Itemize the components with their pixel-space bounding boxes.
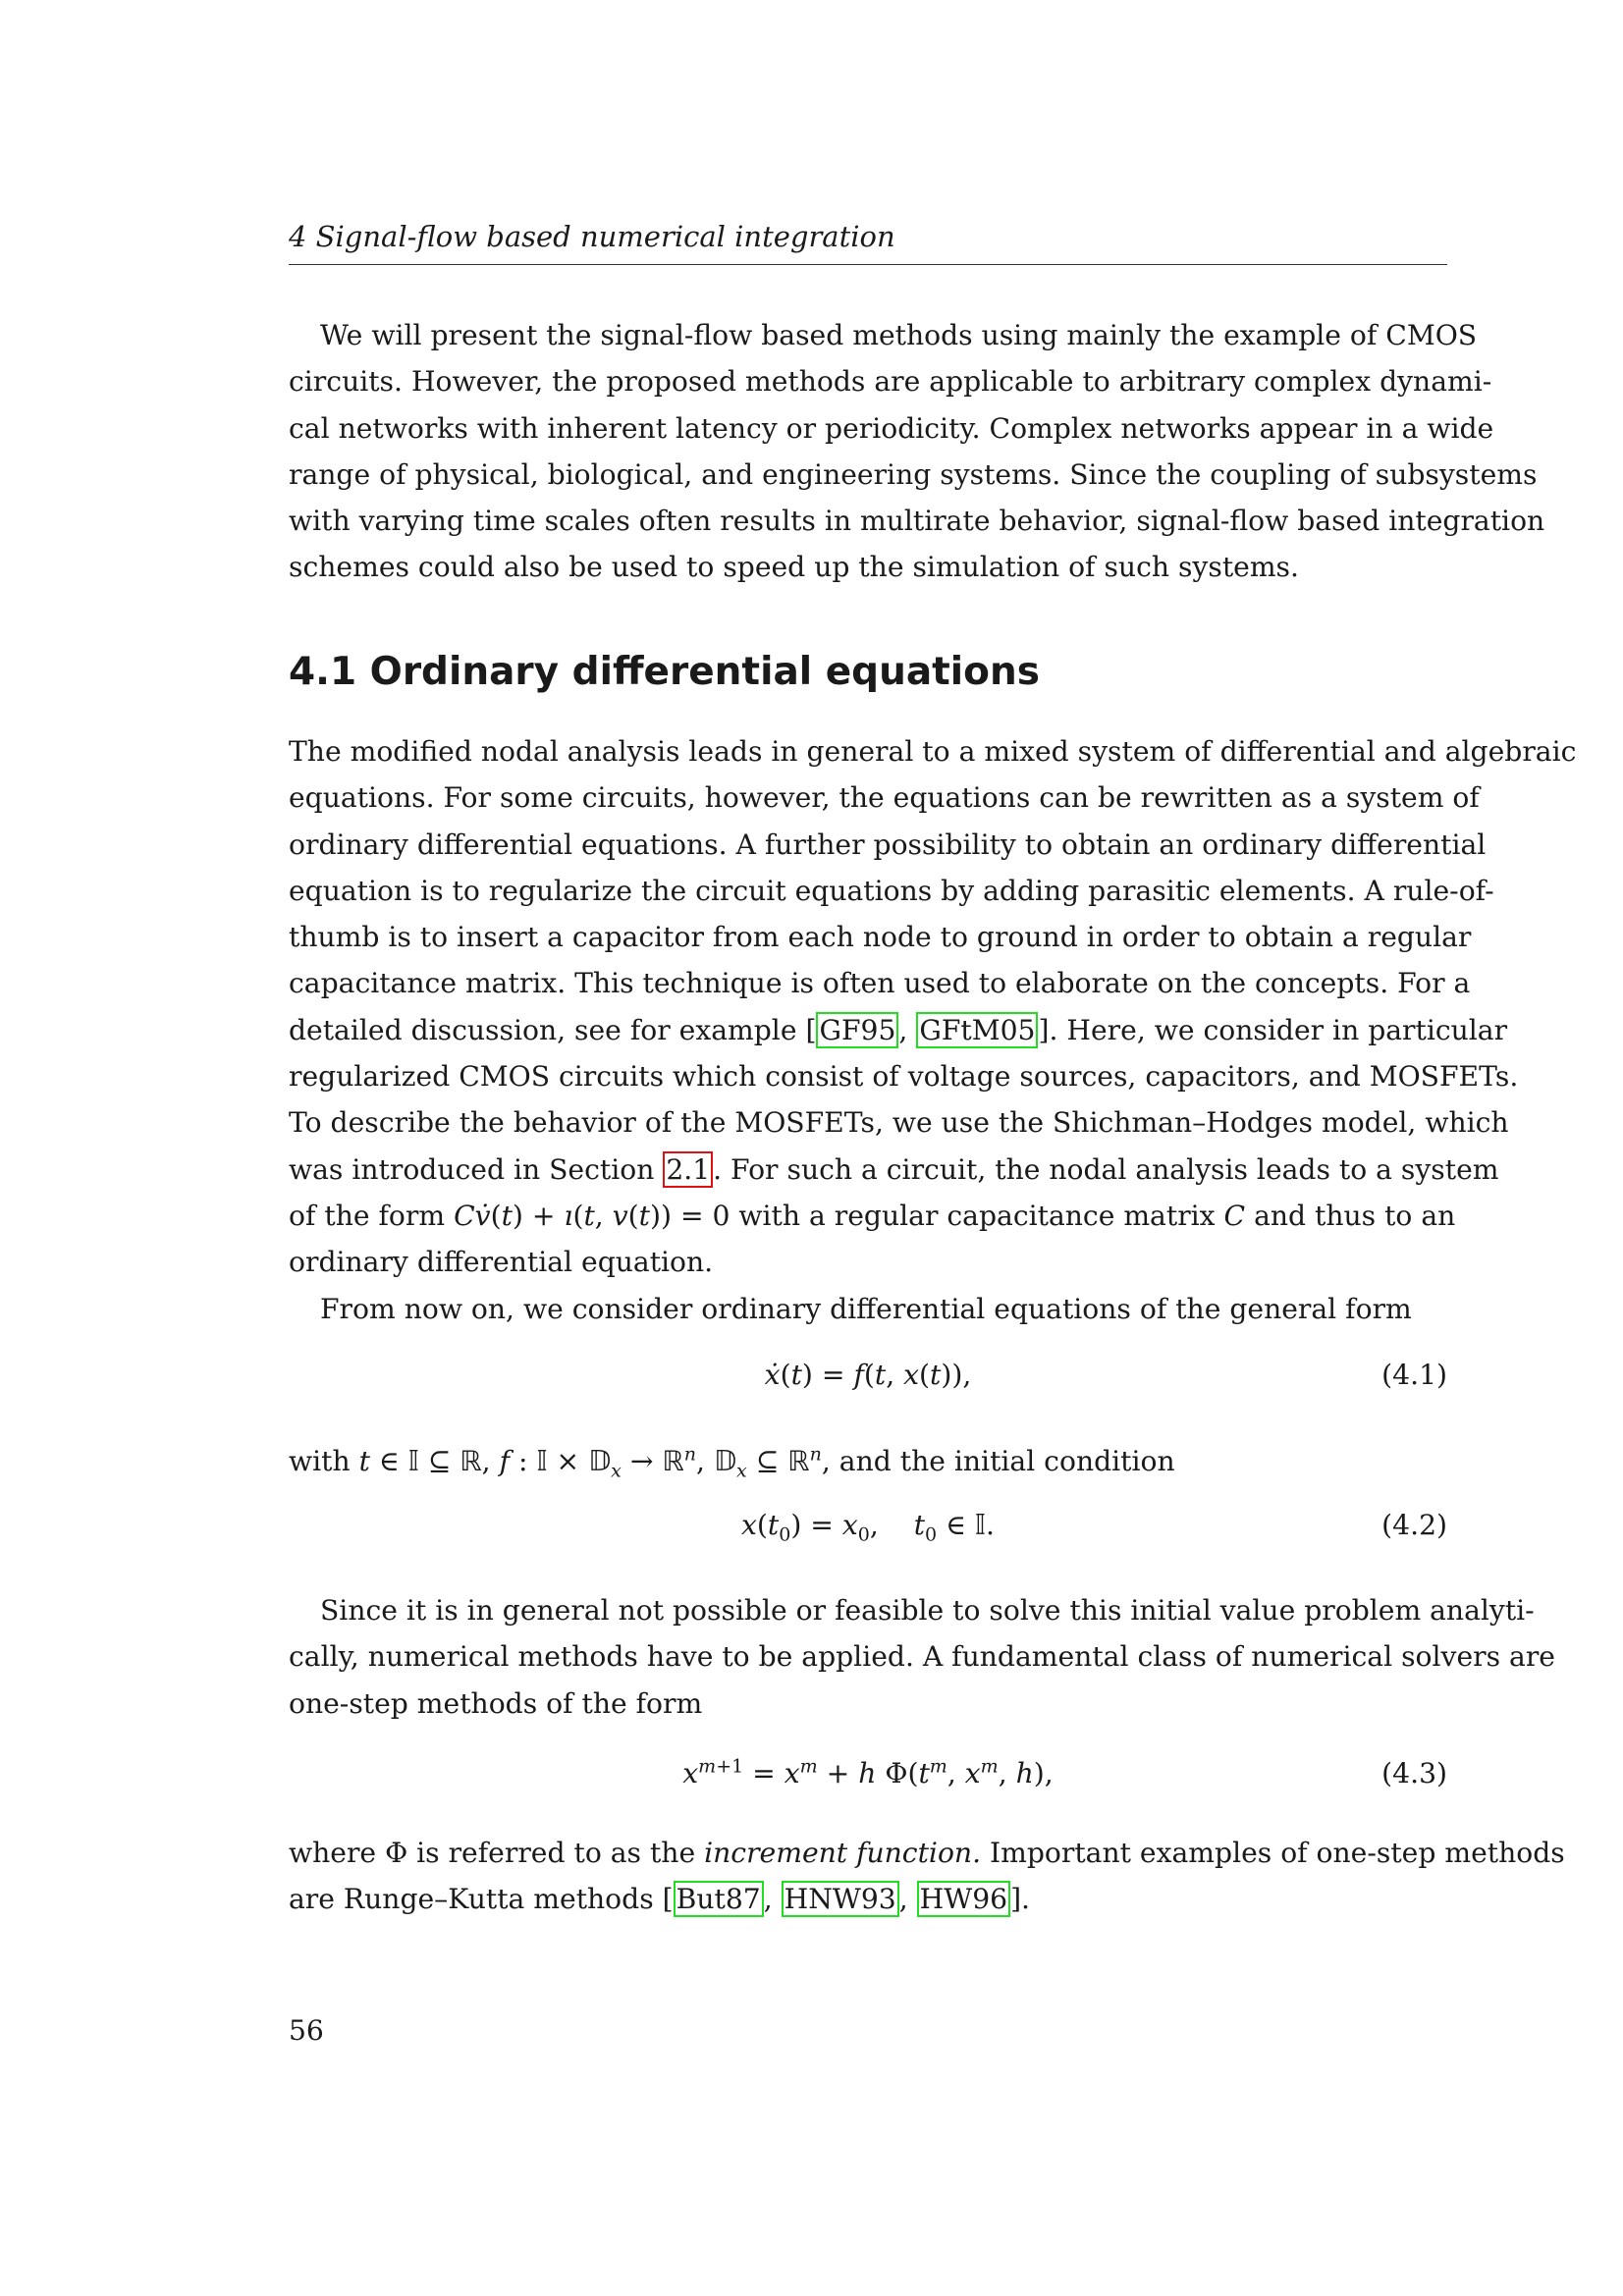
- paragraph-line-with-citations: detailed discussion, see for example [ GF95 , GFtM05 ]. Here, we consider in particular: [289, 1013, 1508, 1046]
- section-reference-link[interactable]: 2.1: [663, 1151, 713, 1188]
- header-rule: [289, 264, 1447, 265]
- with-line: [289, 1438, 1447, 1484]
- citation-link-gf95[interactable]: GF95: [816, 1012, 898, 1048]
- text-run: was introduced in Section: [289, 1152, 664, 1186]
- section-heading: 4.1 Ordinary differential equations: [289, 650, 1040, 694]
- citation-link-gftm05[interactable]: GFtM05: [916, 1012, 1038, 1048]
- running-header: 4 Signal-flow based numerical integration: [289, 220, 895, 253]
- intro-line: schemes could also be used to speed up the simulation of such systems.: [289, 551, 1299, 584]
- page-number: 56: [289, 2014, 324, 2047]
- emphasis-text: increment function.: [704, 1837, 982, 1869]
- paragraph-line-with-citations: are Runge–Kutta methods [ But87 , HNW93 , HW96 ].: [289, 1883, 1031, 1916]
- paragraph-line: ordinary differential equation.: [289, 1246, 714, 1279]
- paragraph-line: one-step methods of the form: [289, 1686, 703, 1720]
- equation-4-2: [289, 1502, 1447, 1549]
- page: [289, 0, 1577, 2296]
- paragraph-line: regularized CMOS circuits which consist of voltage sources, capacitors, and MOSFETs.: [289, 1060, 1519, 1094]
- equation-number: (4.3): [1381, 1757, 1447, 1789]
- text-run: , and the initial condition: [821, 1445, 1175, 1477]
- citation-link-but87[interactable]: But87: [674, 1881, 764, 1917]
- equation-number: (4.1): [1381, 1359, 1447, 1391]
- section-paragraph-1: [289, 728, 1577, 1332]
- text-run: detailed discussion, see for example [: [289, 1013, 817, 1046]
- equation-4-3: [289, 1750, 1447, 1797]
- text-run: Important examples of one-step methods: [981, 1837, 1565, 1869]
- paragraph-line-with-emphasis: [289, 1830, 1565, 1876]
- text-run: where Φ is referred to as the: [289, 1837, 705, 1869]
- intro-line: with varying time scales often results in multirate behavior, signal-flow based integration: [289, 505, 1545, 538]
- equation-math: ẋ(t) = f(t, x(t)),: [764, 1359, 972, 1391]
- paragraph-line: From now on, we consider ordinary differential equations of the general form: [320, 1292, 1412, 1325]
- paragraph-line: Since it is in general not possible or feasible to solve this initial value problem analyti-: [320, 1594, 1535, 1627]
- intro-line: range of physical, biological, and engineering systems. Since the coupling of subsystems: [289, 457, 1538, 491]
- text-run: ]. Here, we consider in particular: [1038, 1013, 1508, 1046]
- text-run: are Runge–Kutta methods [: [289, 1883, 674, 1916]
- text-run: and thus to an: [1245, 1199, 1456, 1232]
- equation-4-1: [289, 1352, 1447, 1399]
- text-run: . For such a circuit, the nodal analysis leads to a system: [713, 1152, 1499, 1186]
- paragraph-3: [289, 1587, 1555, 1727]
- paragraph-line-with-math: [289, 1193, 1456, 1239]
- text-run: of the form: [289, 1199, 455, 1232]
- paragraph-line: The modified nodal analysis leads in general to a mixed system of differential and algebraic: [289, 735, 1577, 768]
- citation-link-hnw93[interactable]: HNW93: [782, 1881, 899, 1917]
- intro-line: circuits. However, the proposed methods are applicable to arbitrary complex dynami-: [289, 365, 1492, 399]
- paragraph-line: equation is to regularize the circuit equations by adding parasitic elements. A rule-of-: [289, 874, 1494, 907]
- paragraph-line: equations. For some circuits, however, the equations can be rewritten as a system of: [289, 781, 1480, 815]
- paragraph-line-with-reference: [289, 1147, 1499, 1193]
- inline-math-c: C: [1223, 1199, 1246, 1232]
- intro-line: We will present the signal-flow based methods using mainly the example of CMOS: [320, 319, 1478, 351]
- text-run: ].: [1010, 1883, 1031, 1916]
- paragraph-line: cally, numerical methods have to be applied. A fundamental class of numerical solvers are: [289, 1640, 1555, 1674]
- equation-number: (4.2): [1381, 1509, 1447, 1541]
- text-run: with: [289, 1445, 359, 1477]
- equation-math: $x(t_0) = x_0$, $t_0$ ∈ 𝕀.: [741, 1509, 995, 1546]
- paragraph-line: ordinary differential equations. A further possibility to obtain an ordinary differential: [289, 828, 1487, 861]
- paragraph-line: To describe the behavior of the MOSFETs, we use the Shichman–Hodges model, which: [289, 1106, 1509, 1140]
- intro-paragraph: [289, 312, 1545, 591]
- text-run: = 0 with a regular capacitance matrix: [671, 1199, 1224, 1232]
- intro-line: cal networks with inherent latency or periodicity. Complex networks appear in a wide: [289, 411, 1494, 445]
- citation-link-hw96[interactable]: HW96: [917, 1881, 1010, 1917]
- paragraph-line: capacitance matrix. This technique is often used to elaborate on the concepts. For a: [289, 967, 1471, 1000]
- paragraph-line-with-math: [289, 1438, 1447, 1484]
- inline-math-system: Cv̇(t) + ı(t, v(t)): [454, 1199, 672, 1232]
- paragraph-line: thumb is to insert a capacitor from each node to ground in order to obtain a regular: [289, 921, 1472, 954]
- paragraph-4: [289, 1830, 1565, 1923]
- equation-math: $x^{m+1} = x^m + h$ $\Phi(t^m$, $x^m$, h),: [682, 1755, 1054, 1789]
- inline-math-domains: t ∈ 𝕀 ⊆ ℝ, f : 𝕀 × 𝔻$_x$ → ℝ$^n$, 𝔻$_x$ ⊆ ℝ$^n$: [358, 1443, 822, 1482]
